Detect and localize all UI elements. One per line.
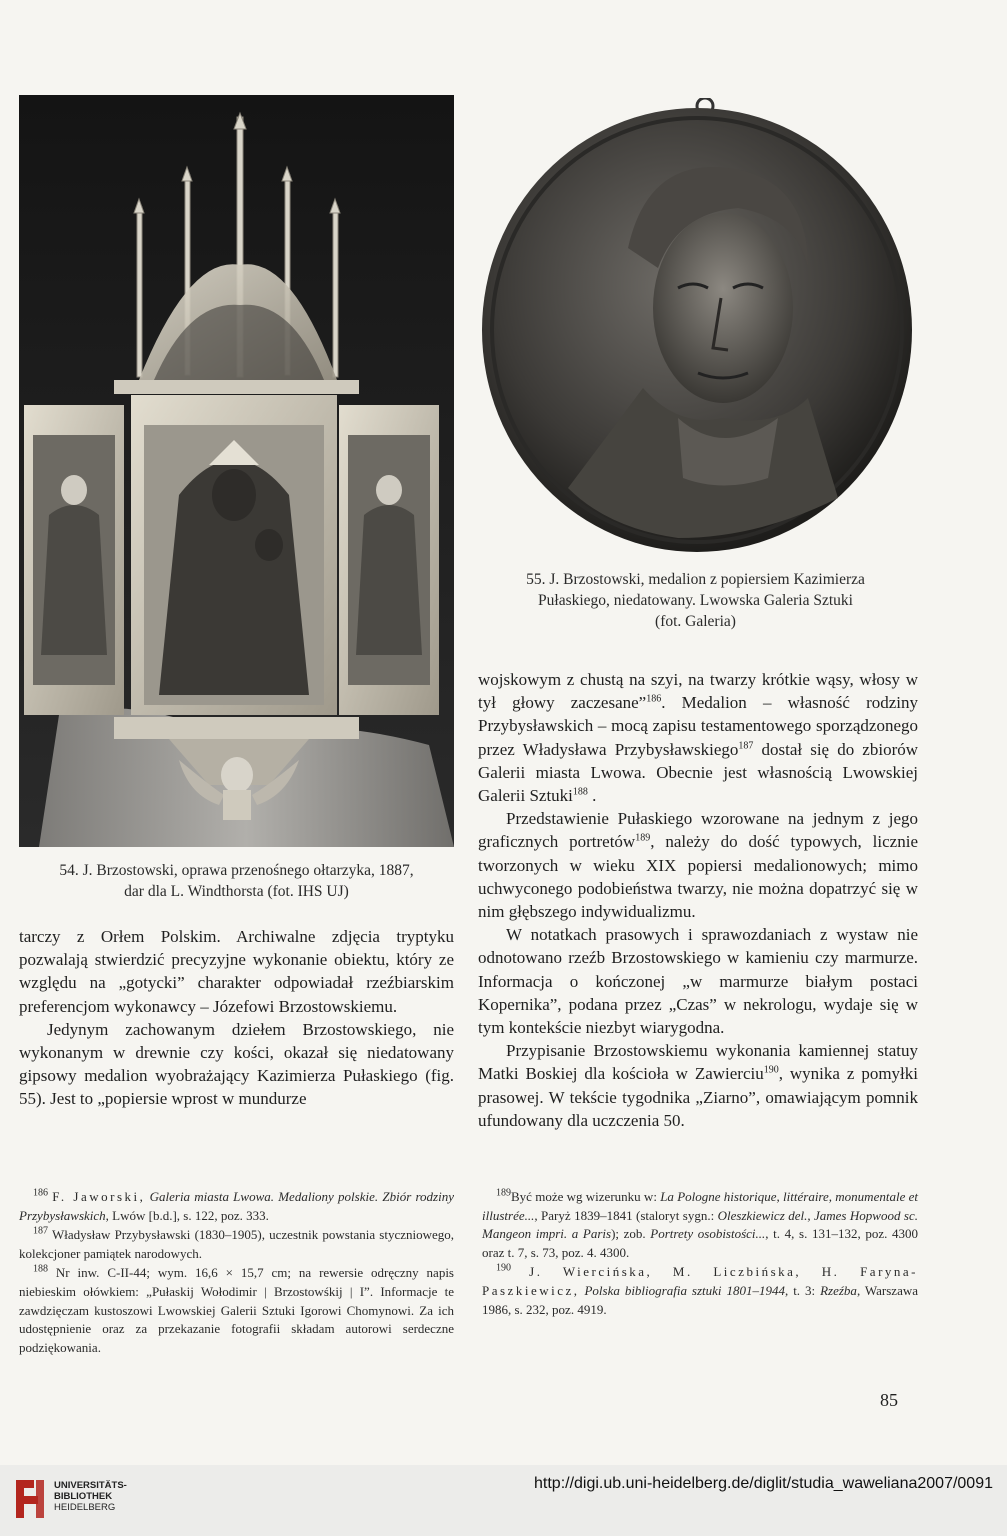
caption-line: Pułaskiego, niedatowany. Lwowska Galeria Sztuki [538, 592, 853, 609]
footnote-ref[interactable]: 189 [635, 832, 651, 844]
paragraph: tarczy z Orłem Polskim. Archiwalne zdjęcia tryptyku pozwalają stwierdzić precyzyjne wykonanie obiektu, który ze względu na „gotycki” charakter odpowiadał rzeźbiarskim preferencjom wykonawcy – Józefowi Brzostowskiemu. [19, 927, 454, 1016]
library-logo-icon[interactable] [12, 1476, 48, 1527]
footnote-ref[interactable]: 186 [646, 693, 662, 705]
figure-55-medallion-photo [478, 98, 913, 558]
triptych-illustration [19, 95, 454, 847]
caption-line: dar dla L. Windthorsta (fot. IHS UJ) [124, 883, 349, 900]
figure-55-caption [478, 569, 913, 632]
footnote-ref[interactable]: 187 [738, 739, 754, 751]
caption-line: 55. J. Brzostowski, medalion z popiersiem Kazimierza [526, 571, 865, 588]
paragraph: W notatkach prasowych i sprawozdaniach z wystaw nie odnotowano rzeźb Brzostowskiego w kamieniu czy marmurze. Informacja o kończonej „w marmurze białym postaci Kopernika”, podana przez „Czas” w nekrologu, wydaje się w tym kontekście niezbyt wiarygodna. [478, 925, 918, 1038]
footnotes-left [19, 1188, 454, 1358]
figure-54-triptych-photo [19, 95, 454, 847]
right-text-column [478, 668, 918, 1132]
footnote-187: $^{187}$ Władysław Przybysławski (1830–1905), uczestnik powstania styczniowego, kolekcjoner pamiątek narodowych. [19, 1225, 454, 1261]
footnote-190: $^{190}$ J. Wiercińska, M. Liczbińska, H. Faryna-Paszkiewicz, Polska bibliografia sztuki 1801–1944, t. 3: Rzeźba, Warszawa 1986, s. 232, poz. 4919. [482, 1263, 918, 1317]
library-name: UNIVERSITÄTS- BIBLIOTHEK HEIDELBERG [54, 1480, 127, 1513]
paragraph: Przedstawienie Pułaskiego wzorowane na jednym z jego graficznych portretów$^{189}$, należy do dość typowych, licznie tworzonych w wieku XIX popiersi medalionowych; mimo uchwyconego podobieństwa twarzy, nie można dopatrzyć się w nim głębszego indywidualizmu. [478, 809, 918, 922]
footnote-188: $^{188}$ Nr inw. C-II-44; wym. 16,6 × 15,7 cm; na rewersie odręczny napis niebieskim ołówkiem: „Pułaskij Wołodimir | Brzostowśkij | I”. Informacje te zawdzięczam kustoszowi Lwowskiej Galerii Sztuki Igorowi Chomynowi. Za ich udostępnienie oraz za przekazanie fotografii składam autorowi serdeczne podziękowania. [19, 1264, 454, 1355]
footnote-ref[interactable]: 190 [763, 1064, 779, 1076]
left-text-column [19, 925, 454, 1111]
caption-line: (fot. Galeria) [655, 613, 736, 630]
paragraph: Jedynym zachowanym dziełem Brzostowskiego, nie wykonanym w drewnie czy kości, okazał się niedatowany gipsowy medalion wyobrażający Kazimierza Pułaskiego (fig. 55). Jest to „popiersie wprost w mundurze [19, 1019, 454, 1109]
footnotes-right [482, 1188, 918, 1320]
footnote-186: $^{186}$ F. Jaworski, Galeria miasta Lwowa. Medaliony polskie. Zbiór rodziny Przybysławskich, Lwów [b.d.], s. 122, poz. 333. [19, 1187, 455, 1223]
footnote-189: $^{189}$Być może wg wizerunku w: La Pologne historique, littéraire, monumentale et illustrée..., Paryż 1839–1841 (staloryt sygn.: Oleszkiewicz del., James Hopwood sc. Mangeon impri. a Paris); zob. Portrety osobistości..., t. 4, s. 131–132, poz. 4300 oraz t. 7, s. 73, poz. 4. 4300. [482, 1187, 918, 1260]
page-number: 85 [880, 1390, 898, 1410]
paragraph: Przypisanie Brzostowskiemu wykonania kamiennej statuy Matki Boskiej dla kościoła w Zawierciu$^{190}$, wynika z pomyłki prasowej. W tekście tygodnika „Ziarno”, omawiającym pomnik ufundowany dla uczczenia 50. [478, 1041, 918, 1130]
source-url-link[interactable]: http://digi.ub.uni-heidelberg.de/diglit/studia_waweliana2007/0091 [534, 1475, 993, 1492]
figure-54-caption [19, 860, 454, 902]
caption-line: 54. J. Brzostowski, oprawa przenośnego ołtarzyka, 1887, [59, 862, 414, 879]
paragraph: wojskowym z chustą na szyi, na twarzy krótkie wąsy, włosy w tył głowy zaczesane”$^{186}$. Medalion – własność rodziny Przybysławskich – mocą zapisu testamentowego sporządzonego przez Władysława Przybysławskiego$^{187}$ dostał się do zbiorów Galerii miasta Lwowa. Obecnie jest własnością Lwowskiej Galerii Sztuki$^{188}$ . [478, 670, 919, 806]
medallion-illustration [478, 98, 913, 558]
footnote-ref[interactable]: 188 [572, 786, 588, 798]
